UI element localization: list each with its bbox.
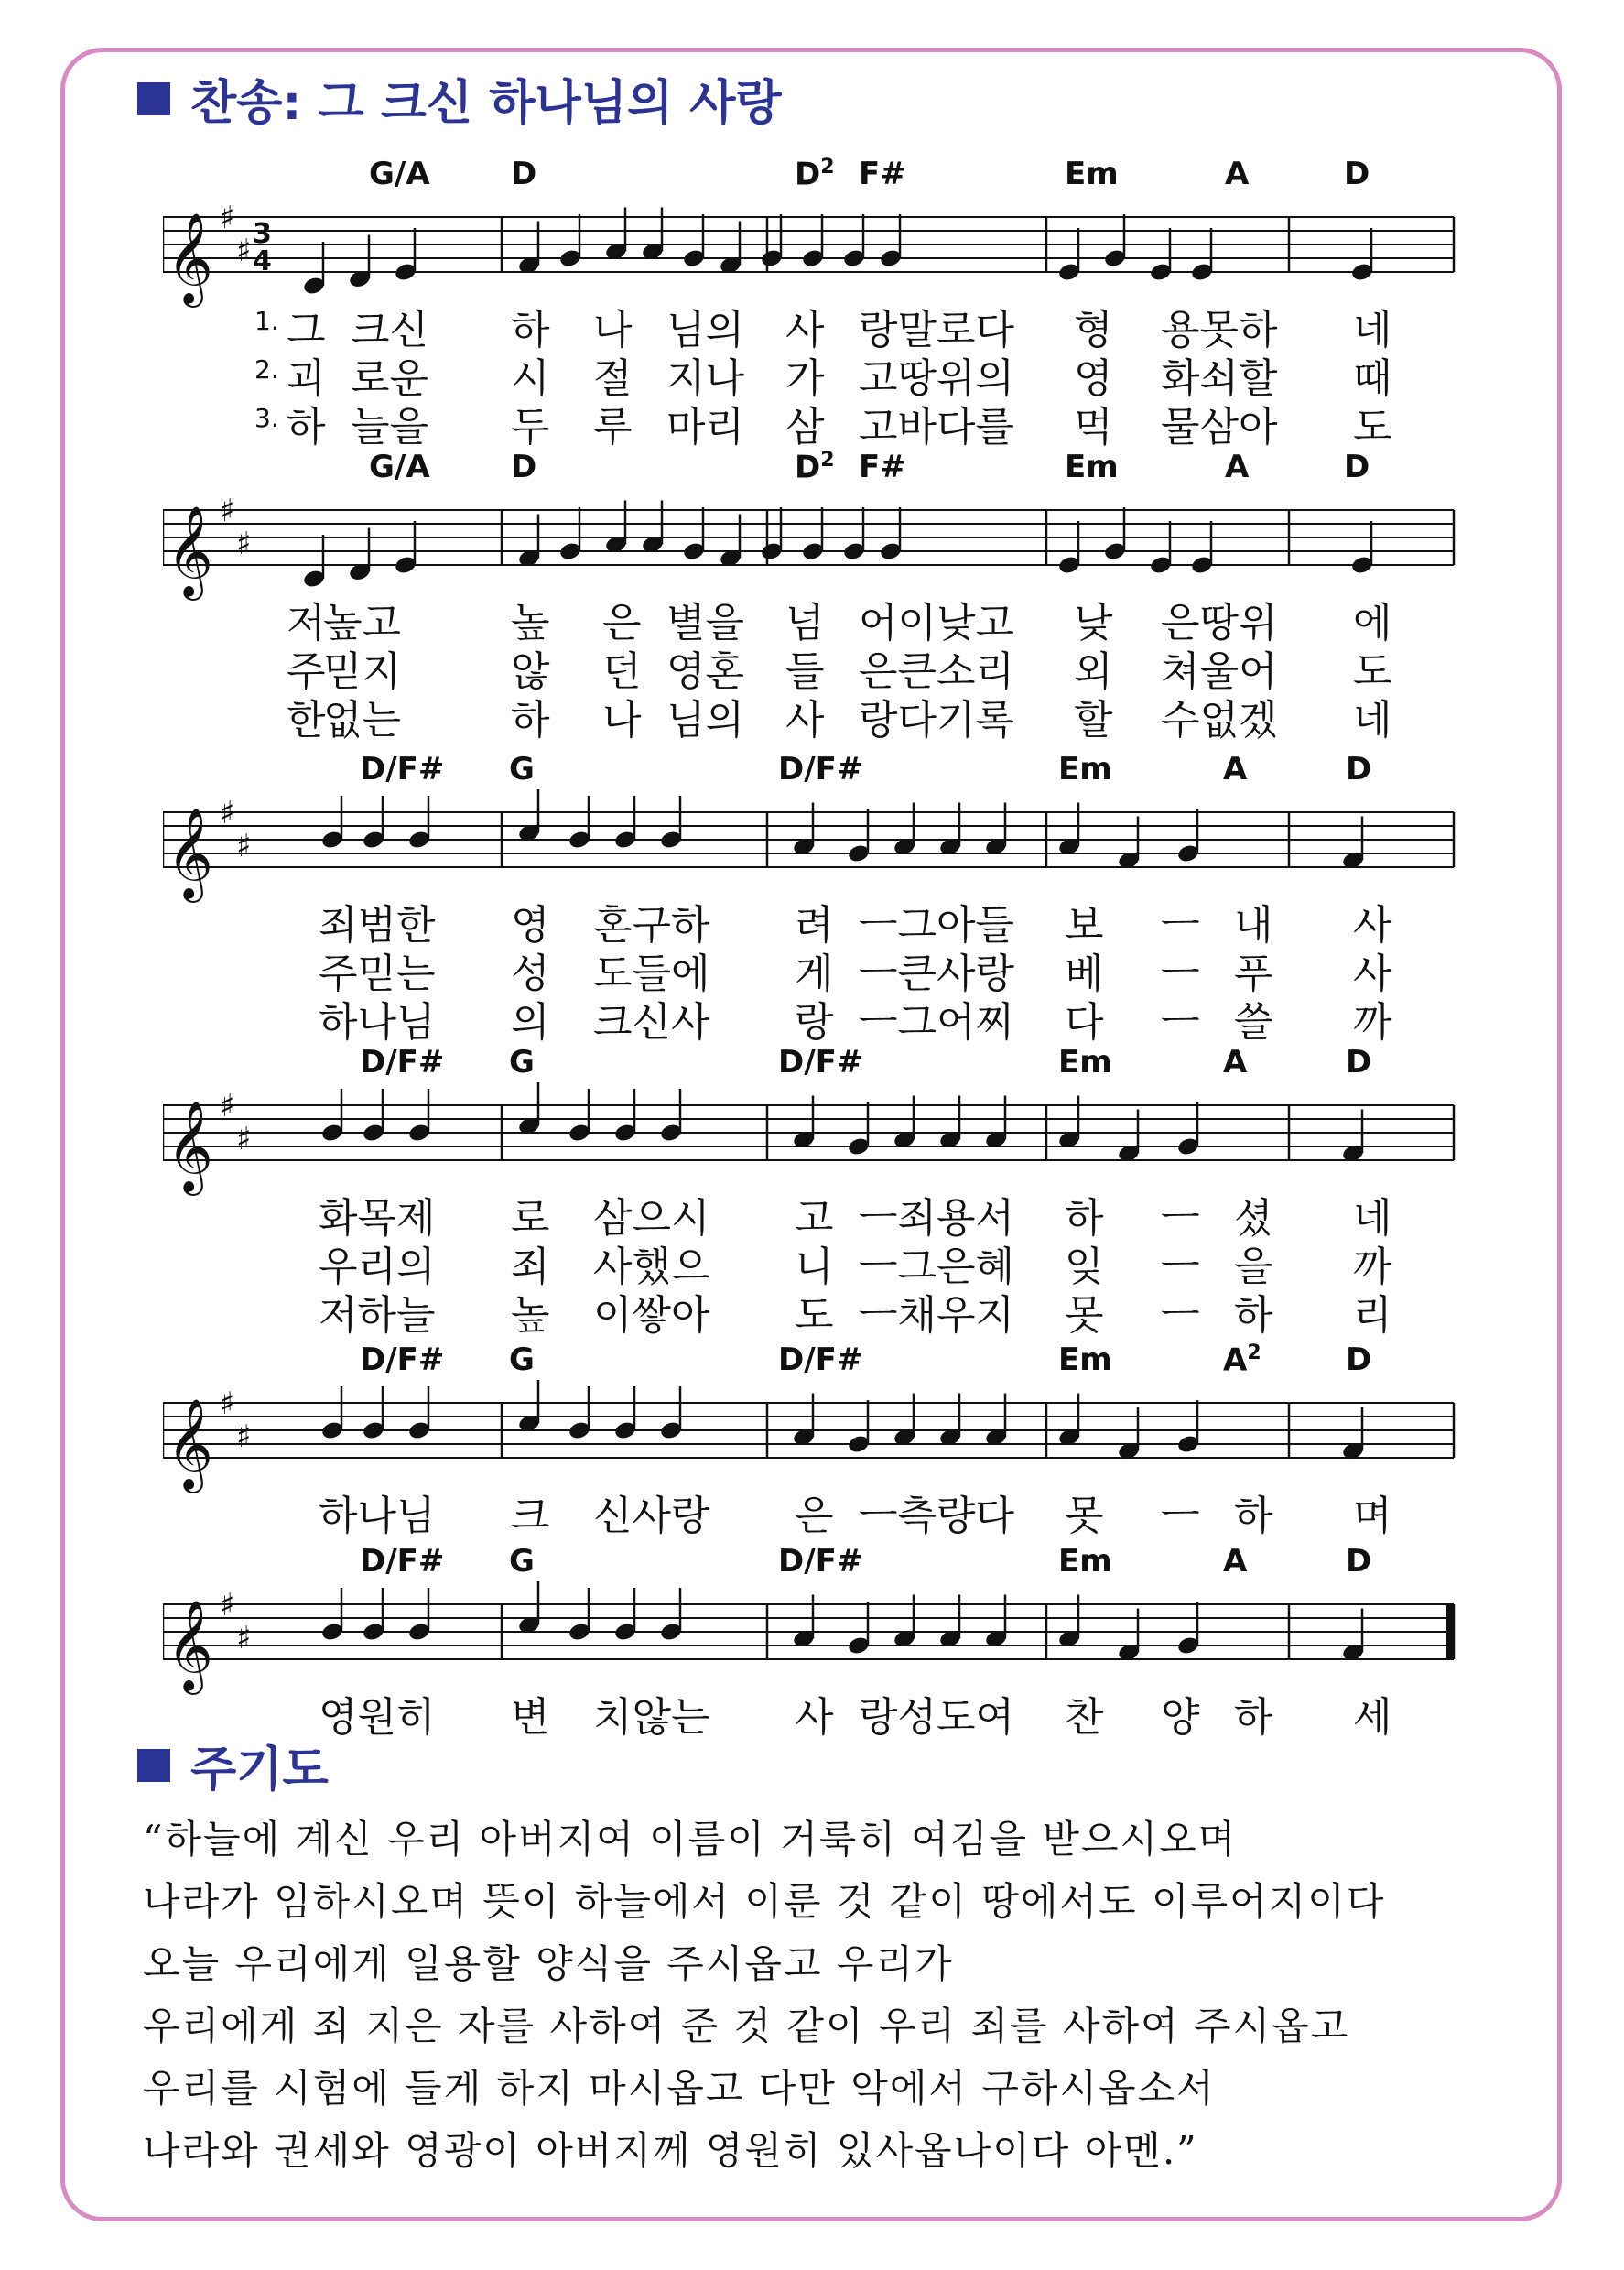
chord-symbol: G/A [369, 156, 430, 192]
lyric-line [163, 892, 1463, 949]
lyric-syllable: 고 [795, 1195, 834, 1242]
lyric-syllable: 랑성도여 [859, 1694, 1015, 1741]
chord-symbol: Em [1058, 1341, 1112, 1378]
music-system [163, 449, 1463, 744]
chord-symbol: D/F# [360, 751, 445, 787]
lyric-syllable: 낮 [1074, 600, 1113, 646]
lyric-syllable: 은 [795, 1493, 834, 1539]
lyric-syllable: 찬 [1065, 1694, 1104, 1741]
hymn-title: 찬송: 그 크신 하나님의 사랑 [190, 76, 782, 131]
prayer-title: 주기도 [190, 1743, 329, 1798]
treble-clef-icon: 𝄞 [167, 1398, 213, 1490]
lyric-syllable: 수없겠 [1161, 697, 1278, 744]
chord-symbol: D/F# [778, 1543, 863, 1580]
chord-symbol: G [509, 1341, 535, 1378]
lyric-syllable: 신사랑 [593, 1493, 710, 1539]
lyric-syllable: 다 [1065, 999, 1104, 1046]
lyric-syllable: ㅡ채우지 [859, 1292, 1015, 1339]
chord-symbol: D [1346, 1044, 1372, 1081]
chord-symbol: F# [859, 449, 906, 485]
staff [163, 1581, 1463, 1700]
treble-clef-icon: 𝄞 [167, 1101, 213, 1192]
lyric-syllable: 하 [287, 404, 326, 451]
lyric-syllable: 우리의 [319, 1244, 436, 1290]
sharp-icon: ♯ [236, 828, 252, 864]
lyric-syllable: ㅡ그어찌 [859, 999, 1015, 1046]
lyric-syllable: 리 [1353, 1292, 1392, 1339]
sharp-icon: ♯ [236, 1620, 252, 1656]
lyric-syllable: ㅡ [1161, 902, 1200, 949]
music-system [163, 1044, 1463, 1339]
chord-symbol: G [509, 1543, 535, 1580]
lyric-syllable: 님의 [666, 307, 745, 353]
lyric-syllable: 주믿는 [319, 950, 436, 997]
chord-symbol: $D^2$ [795, 156, 835, 193]
heading-square-icon [137, 82, 170, 115]
lyric-syllable: 혼구하 [593, 902, 710, 949]
lyric-syllable: 물삼아 [1161, 404, 1278, 451]
chord-symbol: D [1344, 449, 1370, 485]
lyric-syllable: 양 [1161, 1694, 1200, 1741]
lyric-syllable: 주 [287, 648, 326, 695]
prayer-heading [137, 1731, 329, 1799]
sharp-icon: ♯ [220, 795, 235, 831]
lyric-syllable: 저 [287, 600, 326, 646]
lyric-syllable: 하 [511, 307, 550, 353]
lyric-syllable: 높 [511, 1292, 550, 1339]
lyric-syllable: 괴 [287, 355, 326, 402]
lyric-syllable: 푸 [1234, 950, 1273, 997]
sharp-icon: ♯ [236, 1121, 252, 1157]
chord-symbol: A [1225, 156, 1250, 192]
lyric-syllable: 의 [511, 999, 550, 1046]
lyric-syllable: 을 [1234, 1244, 1273, 1290]
lyric-syllable: 영원히 [319, 1694, 436, 1741]
lyric-syllable: 랑 [795, 999, 834, 1046]
lyric-line [163, 989, 1463, 1046]
sharp-icon: ♯ [220, 493, 235, 529]
sharp-icon: ♯ [220, 1385, 235, 1422]
heading-square-icon [137, 1749, 170, 1782]
chord-symbol: A [1223, 751, 1248, 787]
lyric-syllable: 어이낮고 [859, 600, 1015, 646]
lyric-syllable: 들 [785, 648, 825, 695]
lyric-syllable: 나 [593, 307, 633, 353]
sharp-icon: ♯ [236, 526, 252, 562]
lyric-syllable: 사했으 [593, 1244, 710, 1290]
lyric-syllable: 은큰소리 [859, 648, 1015, 695]
lyric-syllable: 고바다를 [859, 404, 1015, 451]
lyric-syllable: 형 [1074, 307, 1113, 353]
lyric-syllable: 없는 [323, 697, 402, 744]
chord-symbol: D/F# [360, 1044, 445, 1081]
lyric-syllable: 크신 [351, 307, 429, 353]
lyric-syllable: 외 [1074, 648, 1113, 695]
staff [163, 487, 1463, 606]
lyric-syllable: 니 [795, 1244, 834, 1290]
chord-symbol: D [1346, 1543, 1372, 1580]
hymn-heading [137, 64, 782, 133]
lyric-syllable: 내 [1234, 902, 1273, 949]
music-system [163, 1543, 1463, 1818]
lyric-syllable: 않 [511, 648, 550, 695]
lyric-syllable: 베 [1065, 950, 1104, 997]
treble-clef-icon: 𝄞 [167, 1600, 213, 1691]
chord-superscript: 2 [1247, 1341, 1261, 1364]
music-system [163, 751, 1463, 1046]
lyric-syllable: 루 [593, 404, 633, 451]
lyric-syllable: 나 [602, 697, 642, 744]
lyric-syllable: 도들에 [593, 950, 710, 997]
lyric-syllable: 도 [1353, 404, 1392, 451]
lyric-syllable: 영 [1074, 355, 1113, 402]
lyric-syllable: ㅡ [1161, 1195, 1200, 1242]
staff [163, 1380, 1463, 1499]
lyric-syllable: 로 [511, 1195, 550, 1242]
lyric-syllable: 용못하 [1161, 307, 1278, 353]
lyric-syllable: 치않는 [593, 1694, 710, 1741]
sharp-icon: ♯ [236, 1418, 252, 1455]
lyric-syllable: 별을 [666, 600, 745, 646]
lyric-syllable: 보 [1065, 902, 1104, 949]
lyric-syllable: 믿지 [323, 648, 402, 695]
prayer-line: “하늘에 계신 우리 아버지여 이름이 거룩히 여김을 받으시오며 [143, 1817, 1238, 1862]
prayer-line: 나라와 권세와 영광이 아버지께 영원히 있사옵나이다 아멘.” [143, 2128, 1198, 2173]
lyric-syllable: 잊 [1065, 1244, 1104, 1290]
chord-superscript: 2 [820, 156, 835, 179]
lyric-syllable: 고땅위의 [859, 355, 1015, 402]
lyric-syllable: 높고 [323, 600, 402, 646]
prayer-text [143, 1808, 1498, 2182]
lyric-syllable: 쳐울어 [1161, 648, 1278, 695]
chord-symbol: G [509, 751, 535, 787]
lyric-syllable: ㅡ [1161, 950, 1200, 997]
chord-symbol: A [1223, 1044, 1248, 1081]
lyric-syllable: 저하늘 [319, 1292, 436, 1339]
sharp-icon: ♯ [220, 1088, 235, 1124]
lyric-syllable: 던 [602, 648, 642, 695]
lyric-syllable: 삼으시 [593, 1195, 710, 1242]
time-signature-top: 3 [253, 218, 272, 250]
lyric-line [163, 590, 1463, 646]
chord-symbol: D [1344, 156, 1370, 192]
lyric-syllable: 님의 [666, 697, 745, 744]
lyric-syllable: 할 [1074, 697, 1113, 744]
chord-symbol: A [1225, 449, 1250, 485]
lyric-line [163, 1483, 1463, 1539]
lyric-syllable: 사 [785, 697, 825, 744]
lyric-syllable: 사 [1353, 950, 1392, 997]
lyric-syllable: ㅡ [1161, 1244, 1200, 1290]
lyric-syllable: 하 [1234, 1694, 1273, 1741]
lyric-syllable: 도 [795, 1292, 834, 1339]
chord-symbol: D/F# [360, 1543, 445, 1580]
lyric-syllable: 하 [1234, 1493, 1273, 1539]
lyric-syllable: 크 [511, 1493, 550, 1539]
lyric-syllable: 까 [1353, 999, 1392, 1046]
lyric-syllable: 하 [511, 697, 550, 744]
lyric-syllable: 네 [1353, 307, 1392, 353]
sharp-icon: ♯ [220, 200, 235, 236]
lyric-syllable: 지나 [666, 355, 745, 402]
chord-symbol: D/F# [778, 1341, 863, 1378]
lyric-syllable: 한 [287, 697, 326, 744]
lyric-syllable: 가 [785, 355, 825, 402]
lyric-syllable: 은땅위 [1161, 600, 1278, 646]
lyric-syllable: 사 [795, 1694, 834, 1741]
lyric-syllable: 하나님 [319, 1493, 436, 1539]
chord-symbol: $A^2$ [1223, 1341, 1261, 1379]
lyric-syllable: 게 [795, 950, 834, 997]
lyric-syllable: ㅡ그은혜 [859, 1244, 1015, 1290]
prayer-line: 우리에게 죄 지은 자를 사하여 준 것 같이 우리 죄를 사하여 주시옵고 [143, 2004, 1350, 2048]
treble-clef-icon: 𝄞 [167, 212, 213, 304]
lyric-syllable: 려 [795, 902, 834, 949]
chord-symbol: D [1346, 751, 1372, 787]
lyric-syllable: 네 [1353, 1195, 1392, 1242]
chord-symbol: Em [1065, 156, 1119, 192]
lyric-syllable: ㅡ죄용서 [859, 1195, 1015, 1242]
lyric-syllable: 네 [1353, 697, 1392, 744]
lyric-syllable: 쓸 [1234, 999, 1273, 1046]
lyric-syllable: 시 [511, 355, 550, 402]
chord-symbol: D [511, 449, 537, 485]
chord-symbol: F# [859, 156, 906, 192]
lyric-syllable: 못 [1065, 1493, 1104, 1539]
lyric-syllable: ㅡ [1161, 1292, 1200, 1339]
lyric-syllable: 사 [785, 307, 825, 353]
lyric-syllable: 성 [511, 950, 550, 997]
lyric-syllable: 하 [1065, 1195, 1104, 1242]
lyric-syllable: 하 [1234, 1292, 1273, 1339]
sharp-icon: ♯ [220, 1587, 235, 1624]
lyric-line [163, 394, 1463, 451]
chord-superscript: 2 [820, 449, 835, 472]
chord-symbol: G/A [369, 449, 430, 485]
sharp-icon: ♯ [236, 233, 252, 269]
lyric-syllable: 영혼 [666, 648, 745, 695]
chord-symbol: Em [1058, 1044, 1112, 1081]
time-signature-bottom: 4 [253, 245, 272, 277]
treble-clef-icon: 𝄞 [167, 505, 213, 597]
chord-symbol: Em [1058, 751, 1112, 787]
lyric-line [163, 1233, 1463, 1290]
lyric-syllable: 넘 [785, 600, 825, 646]
chord-symbol: D [1346, 1341, 1372, 1378]
lyric-syllable: 랑다기록 [859, 697, 1015, 744]
lyric-syllable: ㅡ측량다 [859, 1493, 1015, 1539]
lyric-syllable: ㅡ [1161, 999, 1200, 1046]
verse-number: 2. [254, 354, 279, 385]
lyric-syllable: 하나님 [319, 999, 436, 1046]
lyric-syllable: ㅡ큰사랑 [859, 950, 1015, 997]
lyric-line [163, 687, 1463, 744]
lyric-syllable: 에 [1353, 600, 1392, 646]
chord-symbol: D/F# [778, 751, 863, 787]
final-bar-line [1446, 1604, 1454, 1659]
lyric-line [163, 345, 1463, 402]
lyric-syllable: 절 [593, 355, 633, 402]
lyric-syllable: 화목제 [319, 1195, 436, 1242]
lyric-line [163, 638, 1463, 695]
chord-symbol: D [511, 156, 537, 192]
chord-symbol: D/F# [360, 1341, 445, 1378]
lyric-syllable: 마리 [666, 404, 745, 451]
chord-symbol: D/F# [778, 1044, 863, 1081]
chord-symbol: Em [1058, 1543, 1112, 1580]
lyric-syllable: 못 [1065, 1292, 1104, 1339]
prayer-line: 오늘 우리에게 일용할 양식을 주시옵고 우리가 [143, 1941, 954, 1986]
lyric-line [163, 1684, 1463, 1741]
prayer-line: 나라가 임하시오며 뜻이 하늘에서 이룬 것 같이 땅에서도 이루어지이다 [143, 1879, 1386, 1924]
lyric-syllable: 늘을 [351, 404, 429, 451]
lyric-syllable: 이쌓아 [593, 1292, 710, 1339]
lyric-line [163, 297, 1463, 353]
lyric-syllable: 그 [287, 307, 326, 353]
staff [163, 194, 1463, 313]
lyric-syllable: 죄범한 [319, 902, 436, 949]
lyric-syllable: 죄 [511, 1244, 550, 1290]
lyric-syllable: ㅡ그아들 [859, 902, 1015, 949]
lyric-syllable: 셨 [1234, 1195, 1273, 1242]
staff [163, 1082, 1463, 1201]
lyric-syllable: 변 [511, 1694, 550, 1741]
lyric-syllable: 먹 [1074, 404, 1113, 451]
lyric-line [163, 1282, 1463, 1339]
verse-number: 3. [254, 403, 279, 433]
lyric-syllable: 며 [1353, 1493, 1392, 1539]
chord-symbol: G [509, 1044, 535, 1081]
lyric-syllable: 영 [511, 902, 550, 949]
lyric-line [163, 1185, 1463, 1242]
lyric-line [163, 940, 1463, 997]
lyric-syllable: 삼 [785, 404, 825, 451]
verse-number: 1. [254, 306, 279, 336]
lyric-syllable: 두 [511, 404, 550, 451]
lyric-syllable: 로운 [351, 355, 429, 402]
chord-symbol: $D^2$ [795, 449, 835, 486]
staff [163, 789, 1463, 908]
lyric-syllable: 때 [1353, 355, 1392, 402]
lyric-syllable: ㅡ [1161, 1493, 1200, 1539]
lyric-syllable: 사 [1353, 902, 1392, 949]
lyric-syllable: 까 [1353, 1244, 1392, 1290]
lyric-syllable: 랑말로다 [859, 307, 1015, 353]
prayer-line: 우리를 시험에 들게 하지 마시옵고 다만 악에서 구하시옵소서 [143, 2066, 1216, 2111]
treble-clef-icon: 𝄞 [167, 808, 213, 899]
chord-symbol: Em [1065, 449, 1119, 485]
lyric-syllable: 높 [511, 600, 550, 646]
music-system [163, 156, 1463, 451]
lyric-syllable: 세 [1353, 1694, 1392, 1741]
lyric-syllable: 은 [602, 600, 642, 646]
chord-symbol: A [1223, 1543, 1248, 1580]
lyric-syllable: 화쇠할 [1161, 355, 1278, 402]
lyric-syllable: 도 [1353, 648, 1392, 695]
lyric-syllable: 크신사 [593, 999, 710, 1046]
